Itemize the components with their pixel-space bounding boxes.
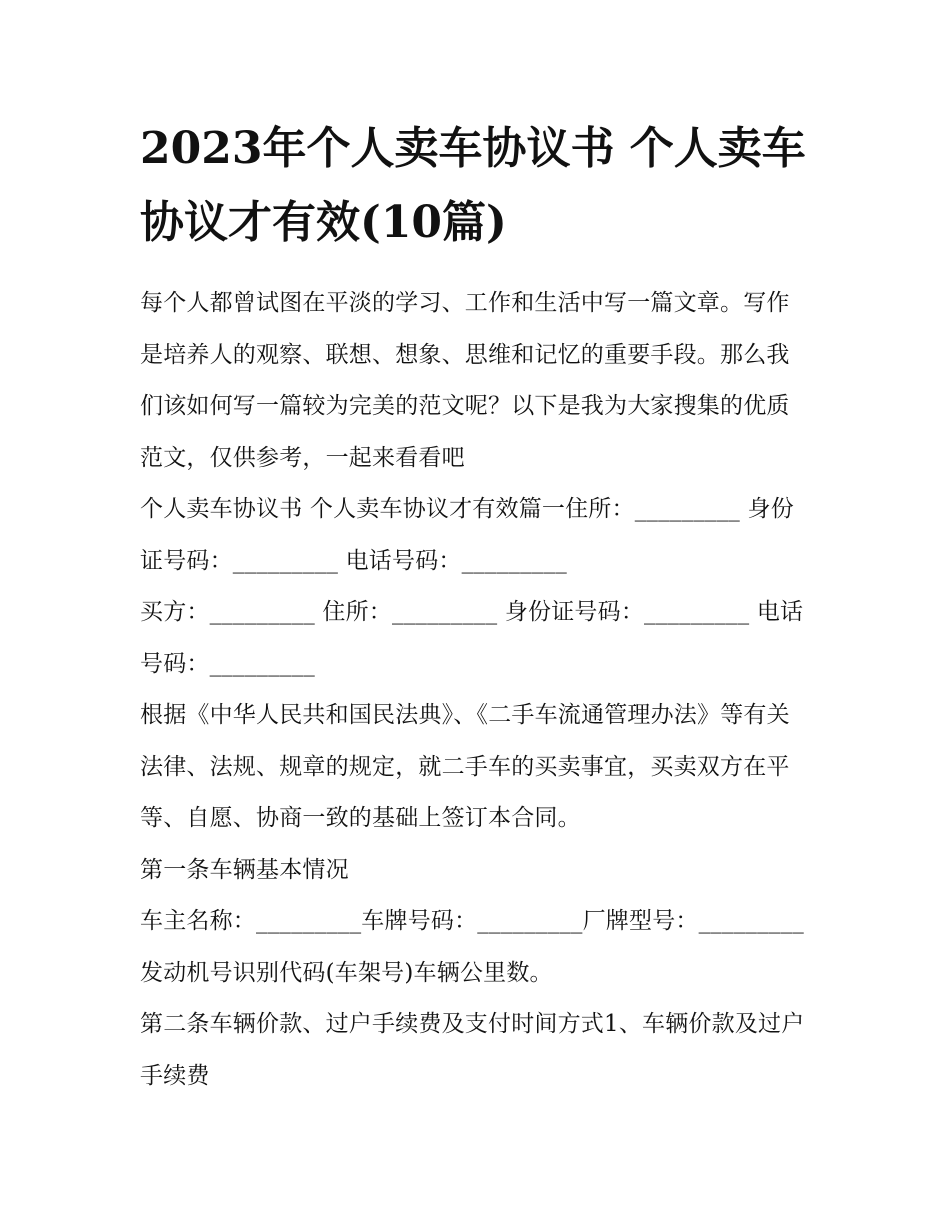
intro-paragraph: 每个人都曾试图在平淡的学习、工作和生活中写一篇文章。写作是培养人的观察、联想、想象、思维和记忆的重要手段。那么我们该如何写一篇较为完美的范文呢？以下是我为大家搜集的优质范文，仅供参考，一起来看看吧 (140, 290, 790, 471)
document-title: 2023年个人卖车协议书 个人卖车协议才有效(10篇) (140, 123, 806, 248)
vehicle-info-paragraph: 车主名称：_________车牌号码：_________厂牌型号：_________发动机号识别代码(车架号)车辆公里数。 (140, 908, 804, 986)
article-two-paragraph: 第二条车辆价款、过户手续费及支付时间方式1、车辆价款及过户手续费 (140, 1011, 805, 1089)
legal-basis-paragraph: 根据《中华人民共和国民法典》、《二手车流通管理办法》等有关法律、法规、规章的规定，就二手车的买卖事宜，买卖双方在平等、自愿、协商一致的基础上签订本合同。 (140, 702, 790, 831)
article-one-heading: 第一条车辆基本情况 (140, 856, 349, 883)
seller-info-paragraph: 个人卖车协议书 个人卖车协议才有效篇一住所：_________ 身份证号码：_________ 电话号码：_________ (140, 496, 794, 574)
buyer-info-paragraph: 买方：_________ 住所：_________ 身份证号码：_________ 电话号码：_________ (140, 599, 804, 677)
document-page (140, 112, 812, 1102)
